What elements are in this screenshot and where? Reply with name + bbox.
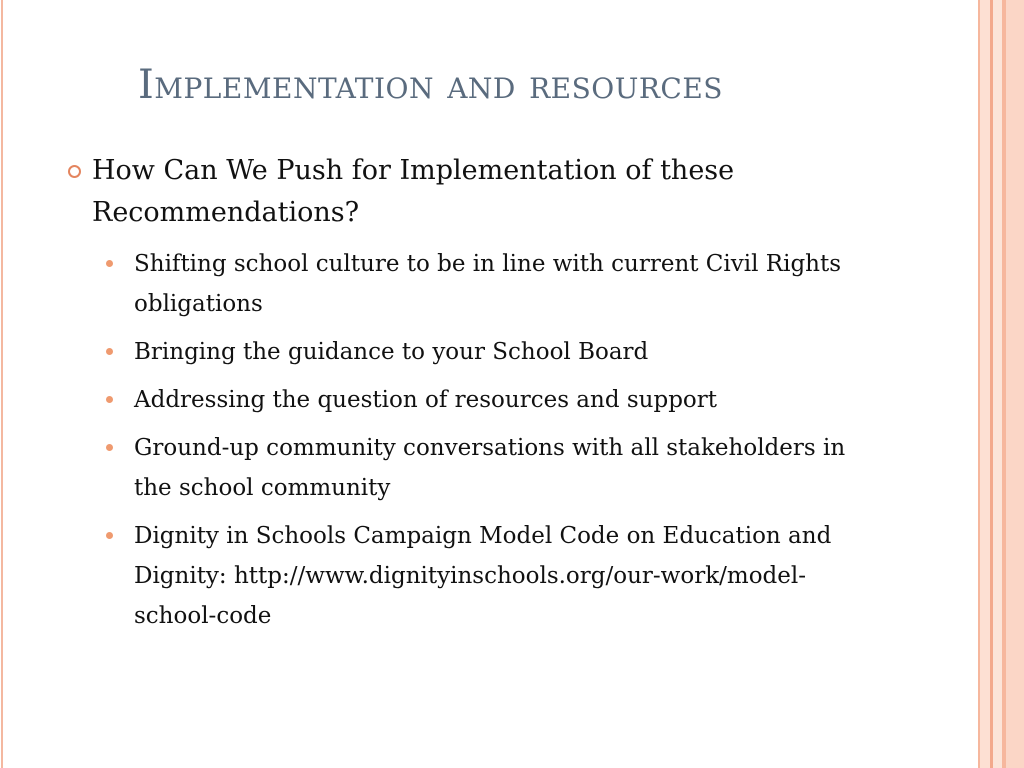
sub-bullet-list <box>92 244 882 636</box>
main-bullet-text: How Can We Push for Implementation of these Recommendations? <box>92 155 735 228</box>
slide-title: Implementation and resources <box>138 62 723 108</box>
slide-content <box>92 150 882 644</box>
list-item <box>92 244 882 324</box>
right-stripe-decoration <box>978 0 1024 768</box>
stripe <box>1006 0 1024 768</box>
list-item-text: Bringing the guidance to your School Board <box>134 339 649 365</box>
dot-bullet-icon <box>106 444 113 451</box>
list-item <box>92 516 882 636</box>
left-border-decoration <box>1 0 3 768</box>
list-item-text: Addressing the question of resources and support <box>134 387 718 413</box>
dot-bullet-icon <box>106 348 113 355</box>
main-bullet-item <box>92 150 882 234</box>
dot-bullet-icon <box>106 532 113 539</box>
list-item-text: Ground-up community conversations with all stakeholders in the school community <box>134 435 846 501</box>
list-item-text: Dignity in Schools Campaign Model Code on Education and Dignity: http://www.dignityinschools.org/our-work/model-school-code <box>134 523 832 629</box>
stripe <box>993 0 1002 768</box>
dot-bullet-icon <box>106 260 113 267</box>
circle-bullet-icon <box>68 165 81 178</box>
list-item <box>92 380 882 420</box>
dot-bullet-icon <box>106 396 113 403</box>
stripe <box>980 0 990 768</box>
list-item <box>92 332 882 372</box>
list-item-text: Shifting school culture to be in line with current Civil Rights obligations <box>134 251 842 317</box>
list-item <box>92 428 882 508</box>
